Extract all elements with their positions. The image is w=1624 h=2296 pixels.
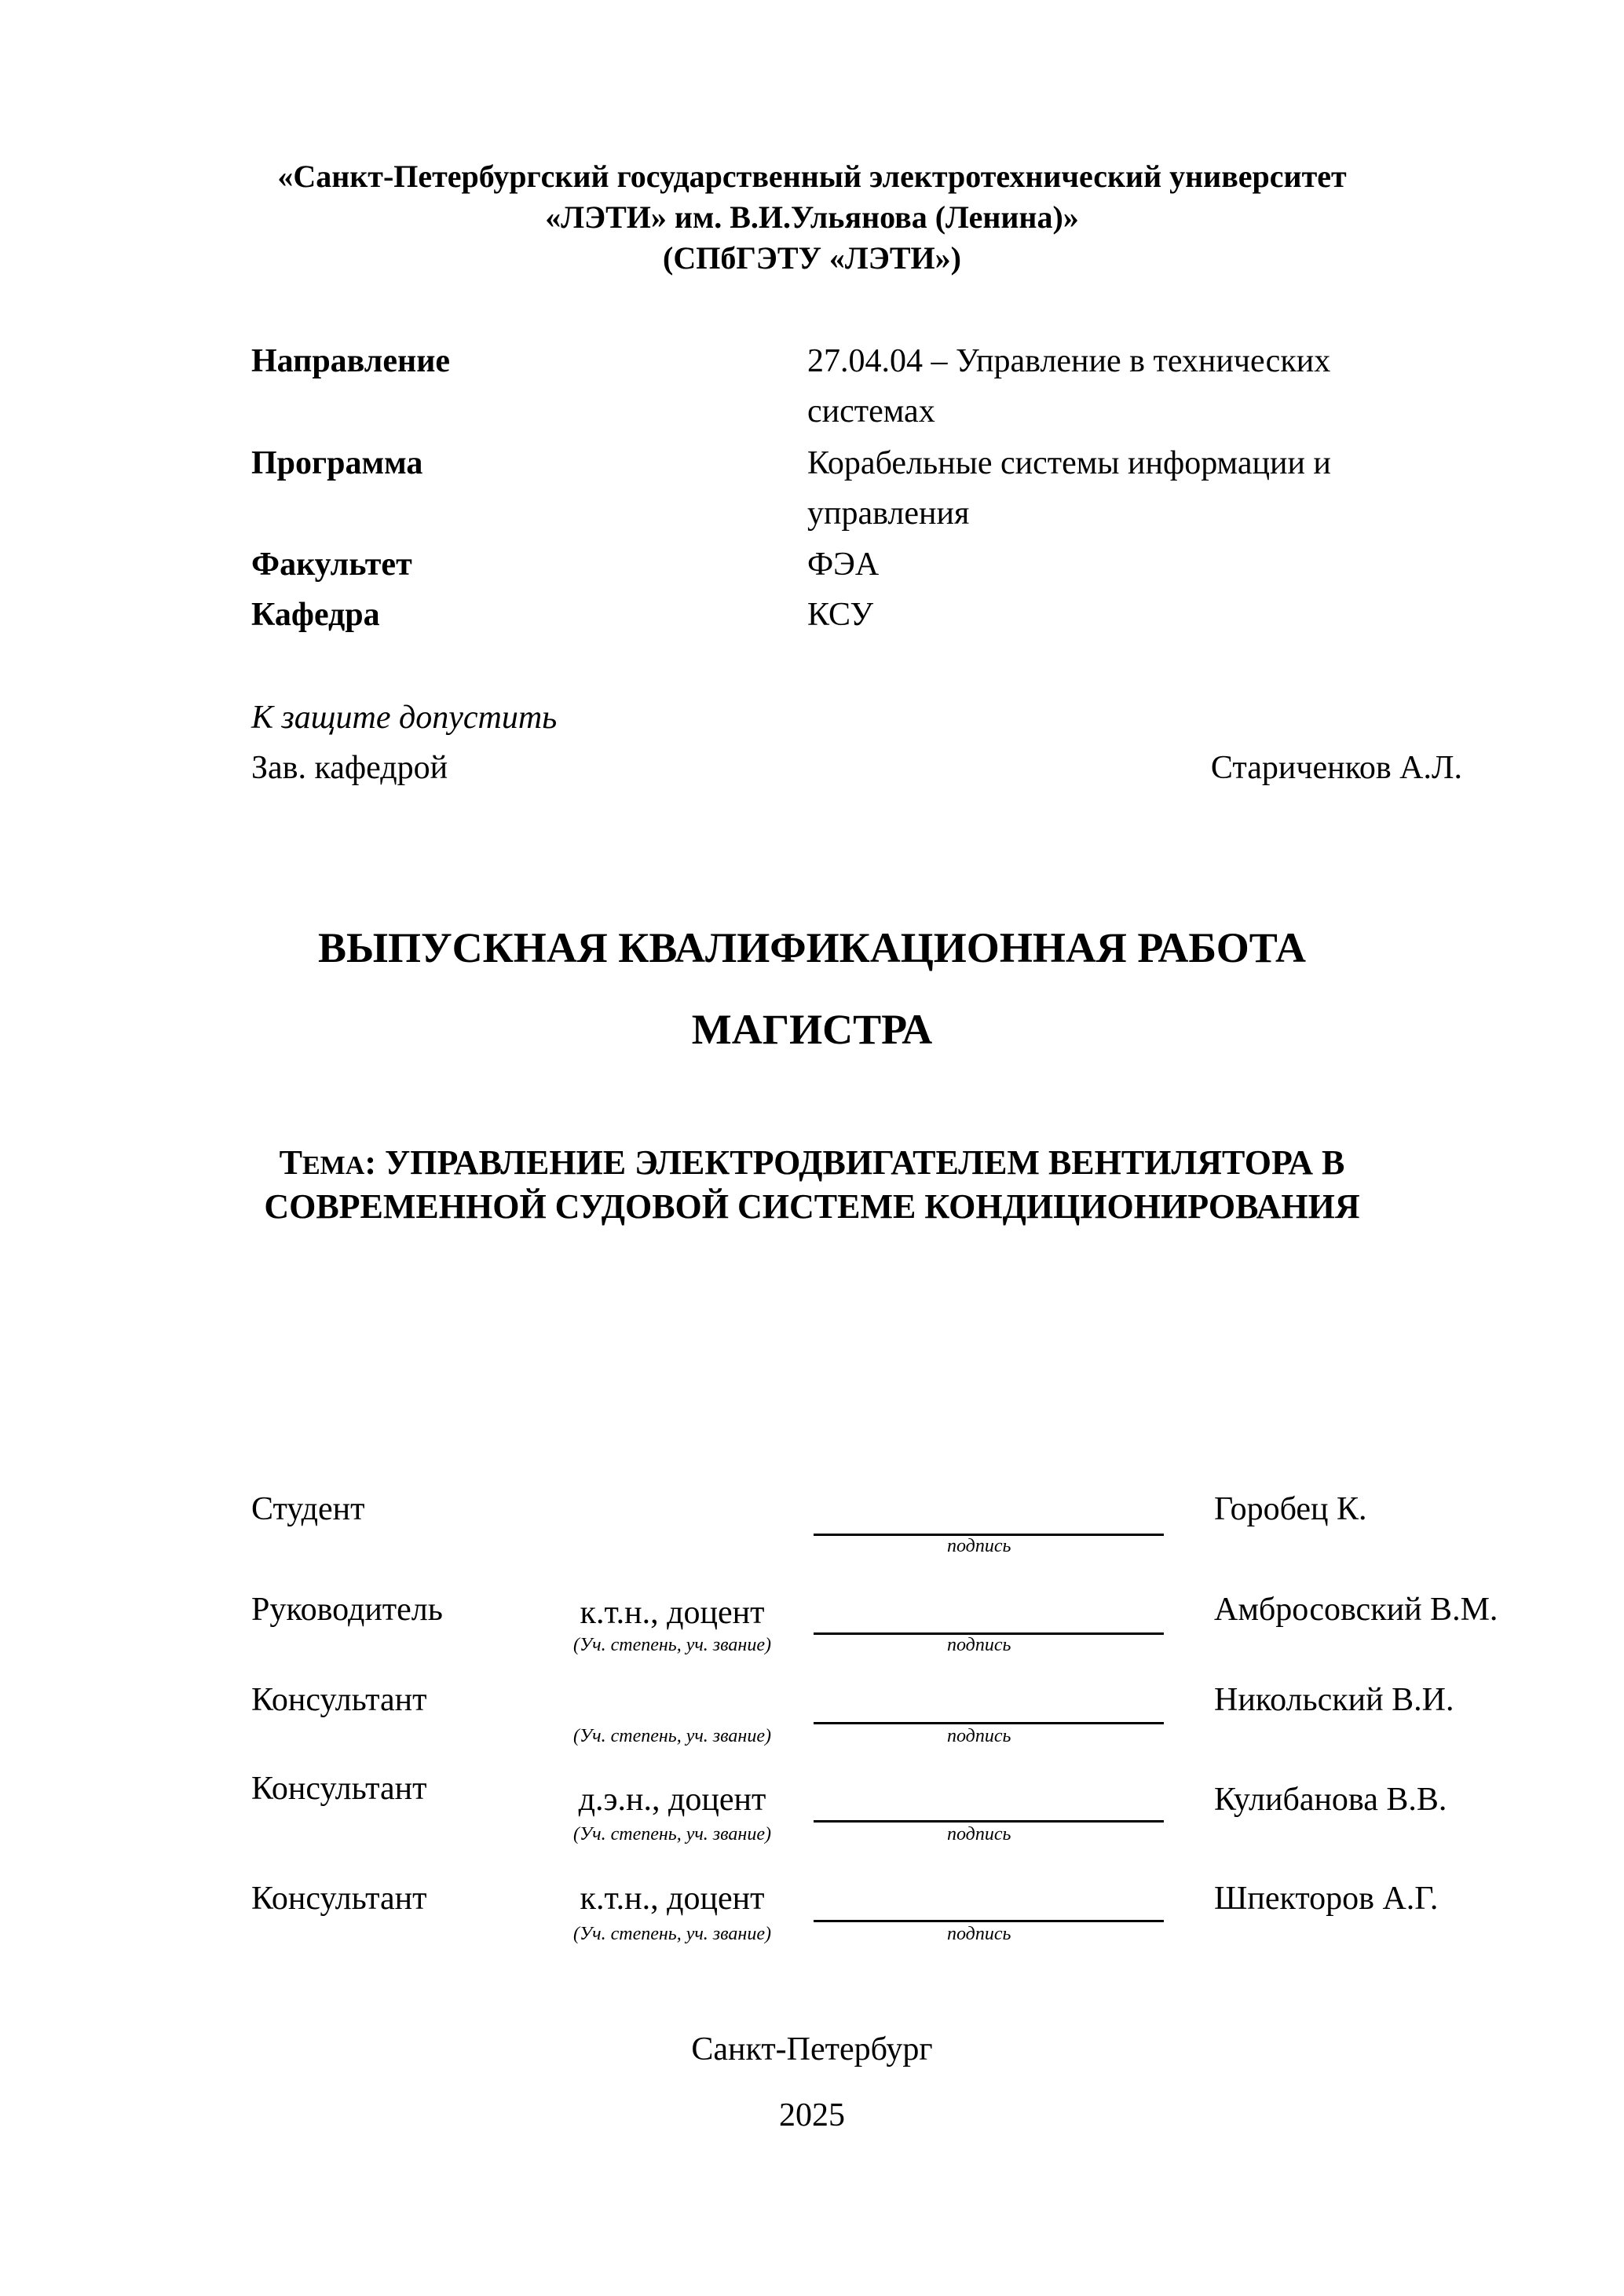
signature-line-consultant-2[interactable] [814,1820,1164,1823]
signature-hint-consultant-1: подпись [947,1726,1011,1746]
signature-line-consultant-1[interactable] [814,1722,1164,1724]
signature-hint-supervisor: подпись [947,1635,1011,1655]
sig-degree-consultant-3: к.т.н., доцент [580,1881,765,1917]
topic-colon: : [364,1143,376,1182]
topic-line1 [0,1143,1624,1183]
info-value-direction-line2: системах [807,393,935,430]
degree-hint-consultant-3: (Уч. степень, уч. звание) [573,1924,771,1944]
sig-degree-consultant-2: д.э.н., доцент [578,1782,766,1818]
degree-hint-consultant-2: (Уч. степень, уч. звание) [573,1824,771,1844]
info-value-department: КСУ [807,597,874,633]
info-value-program-line2: управления [807,495,970,532]
info-label-faculty: Факультет [251,547,412,583]
info-label-program: Программа [251,445,423,481]
sig-name-supervisor: Амбросовский В.М. [1214,1592,1498,1628]
document-title-line1: ВЫПУСКНАЯ КВАЛИФИКАЦИОННАЯ РАБОТА [317,924,1307,971]
footer-city: Санкт-Петербург [691,2031,933,2067]
sig-role-consultant-1: Консультант [251,1682,427,1718]
sig-role-consultant-2: Консультант [251,1771,427,1807]
sig-role-supervisor: Руководитель [251,1592,443,1628]
document-title-line2: МАГИСТРА [691,1006,933,1053]
signature-hint-consultant-3: подпись [947,1924,1011,1944]
topic-prefix-rest: ЕМА [302,1151,365,1180]
sig-name-consultant-3: Шпекторов А.Г. [1214,1881,1439,1917]
approval-caption: К защите допустить [251,700,558,736]
signature-line-consultant-3[interactable] [814,1920,1164,1922]
sig-name-consultant-2: Кулибанова В.В. [1214,1782,1447,1818]
approval-name: Стариченков А.Л. [1210,750,1462,786]
degree-hint-supervisor: (Уч. степень, уч. звание) [573,1635,771,1655]
info-label-department: Кафедра [251,597,380,633]
footer-year: 2025 [779,2097,845,2133]
info-value-direction-line1: 27.04.04 – Управление в технических [807,343,1331,379]
topic-line2: СОВРЕМЕННОЙ СУДОВОЙ СИСТЕМЕ КОНДИЦИОНИРОВАНИЯ [264,1187,1360,1226]
sig-degree-supervisor: к.т.н., доцент [580,1595,765,1631]
university-name-line2: «ЛЭТИ» им. В.И.Ульянова (Ленина)» [545,199,1079,235]
university-abbr: (СПбГЭТУ «ЛЭТИ») [663,240,961,276]
sig-role-student: Студент [251,1491,365,1527]
signature-hint-student: подпись [947,1536,1011,1556]
university-name-line1: «Санкт-Петербургский государственный электротехнический университет [277,159,1347,194]
info-label-direction: Направление [251,343,451,379]
approval-role: Зав. кафедрой [251,750,448,786]
sig-name-student: Горобец К. [1214,1491,1367,1527]
info-value-faculty: ФЭА [807,547,880,583]
sig-name-consultant-1: Никольский В.И. [1214,1682,1454,1718]
sig-role-consultant-3: Консультант [251,1881,427,1917]
topic-prefix-first: Т [279,1143,302,1182]
info-value-program-line1: Корабельные системы информации и [807,445,1331,481]
signature-hint-consultant-2: подпись [947,1824,1011,1844]
topic-text-line1: УПРАВЛЕНИЕ ЭЛЕКТРОДВИГАТЕЛЕМ ВЕНТИЛЯТОРА В [375,1143,1345,1182]
degree-hint-consultant-1: (Уч. степень, уч. звание) [573,1726,771,1746]
